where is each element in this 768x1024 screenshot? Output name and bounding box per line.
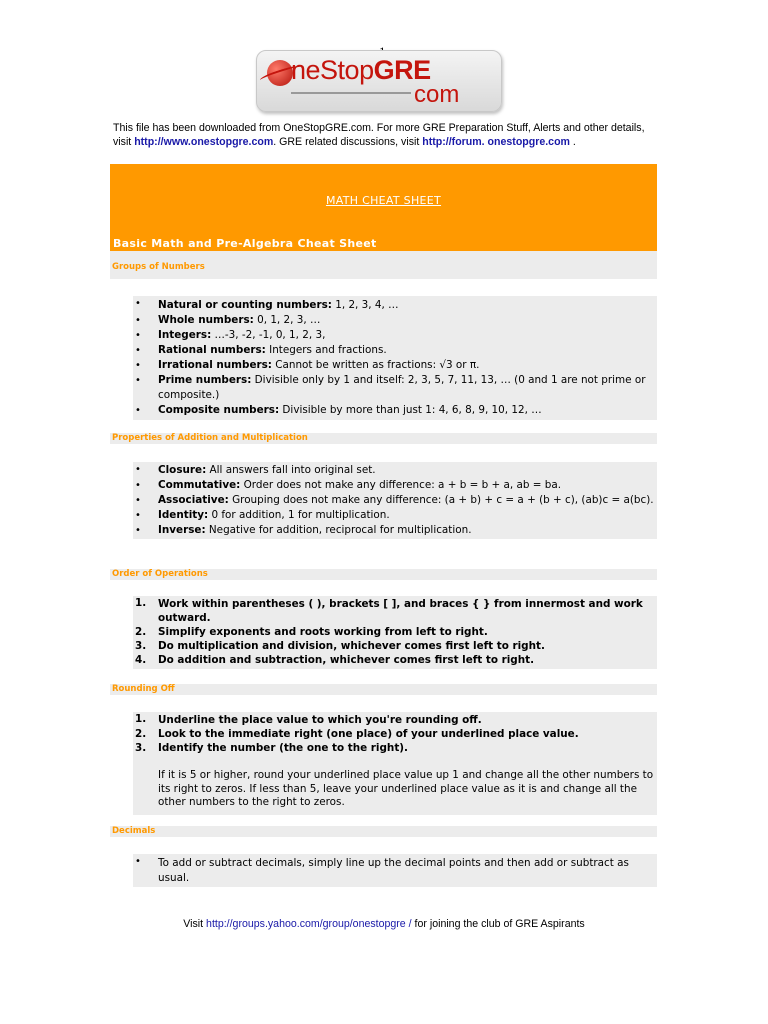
list-item: • Associative: Grouping does not make any difference: (a + b) + c = a + (b + c), (ab)c = a(bc). xyxy=(135,494,654,506)
list-item: • Commutative: Order does not make any difference: a + b = b + a, ab = ba. xyxy=(135,479,562,491)
list-item: • Identity: 0 for addition, 1 for multiplication. xyxy=(135,509,390,521)
intro-paragraph: This file has been downloaded from OneStopGRE.com. For more GRE Preparation Stuff, Alerts and other details, visit http://www.onestopgre.com. GRE related discussions, visit http://forum. onestopgre.com . xyxy=(113,122,645,148)
yahoo-group-link[interactable]: http://groups.yahoo.com/group/onestopgre / xyxy=(206,918,412,930)
document-title: MATH CHEAT SHEET xyxy=(325,194,442,207)
list-item: 1. Underline the place value to which you're rounding off. xyxy=(135,713,482,726)
site-link[interactable]: http://www.onestopgre.com xyxy=(134,136,274,148)
groups-list-box xyxy=(133,296,657,420)
section-heading-rounding: Rounding Off xyxy=(110,684,657,695)
list-item: • Irrational numbers: Cannot be written as fractions: √3 or π. xyxy=(135,359,480,371)
list-item: • Closure: All answers fall into original set. xyxy=(135,464,376,476)
site-logo[interactable] xyxy=(256,50,502,112)
title-banner xyxy=(110,164,657,251)
section-heading-order: Order of Operations xyxy=(110,569,657,580)
rounding-list-box xyxy=(133,712,657,815)
properties-list-box xyxy=(133,462,657,539)
list-item: 4. Do addition and subtraction, whichever comes first left to right. xyxy=(135,654,535,666)
logo-domain: com xyxy=(414,81,460,108)
list-item: • Rational numbers: Integers and fractions. xyxy=(135,344,387,356)
list-item: 3. Do multiplication and division, whichever comes first left to right. xyxy=(135,640,545,652)
list-item: 3. Identify the number (the one to the right). xyxy=(135,742,408,754)
section-heading-groups: Groups of Numbers xyxy=(110,251,657,279)
document-subtitle: Basic Math and Pre-Algebra Cheat Sheet xyxy=(113,237,377,250)
list-item: 1. Work within parentheses ( ), brackets [ ], and braces { } from innermost and work outward. xyxy=(135,597,643,624)
logo-divider xyxy=(291,92,411,94)
order-list-box xyxy=(133,596,657,669)
decimals-list-box xyxy=(133,854,657,887)
list-item: • To add or subtract decimals, simply line up the decimal points and then add or subtract as usual. xyxy=(135,856,629,884)
section-heading-properties: Properties of Addition and Multiplication xyxy=(110,433,657,444)
list-item: • Inverse: Negative for addition, reciprocal for multiplication. xyxy=(135,524,472,536)
list-item: • Integers: …-3, -2, -1, 0, 1, 2, 3, xyxy=(135,329,326,341)
list-item: • Whole numbers: 0, 1, 2, 3, … xyxy=(135,314,321,326)
list-item: • Composite numbers: Divisible by more than just 1: 4, 6, 8, 9, 10, 12, … xyxy=(135,404,542,416)
list-item: • Prime numbers: Divisible only by 1 and itself: 2, 3, 5, 7, 11, 13, … (0 and 1 are not prime or composite.) xyxy=(135,374,646,401)
section-heading-decimals: Decimals xyxy=(110,826,657,837)
list-item: • Natural or counting numbers: 1, 2, 3, 4, … xyxy=(135,298,399,311)
rounding-note: If it is 5 or higher, round your underlined place value up 1 and change all the other numbers to its right to zeros. If less than 5, leave your underlined place value as it is and change all the other numbers to the right to zeros. xyxy=(158,769,654,808)
footer-line: Visit http://groups.yahoo.com/group/onestopgre / for joining the club of GRE Aspirants xyxy=(183,918,585,930)
logo-wordmark: neStopGRE xyxy=(291,55,431,85)
list-item: 2. Look to the immediate right (one place) of your underlined place value. xyxy=(135,728,579,740)
forum-link[interactable]: http://forum. onestopgre.com xyxy=(422,136,570,148)
list-item: 2. Simplify exponents and roots working from left to right. xyxy=(135,626,488,638)
